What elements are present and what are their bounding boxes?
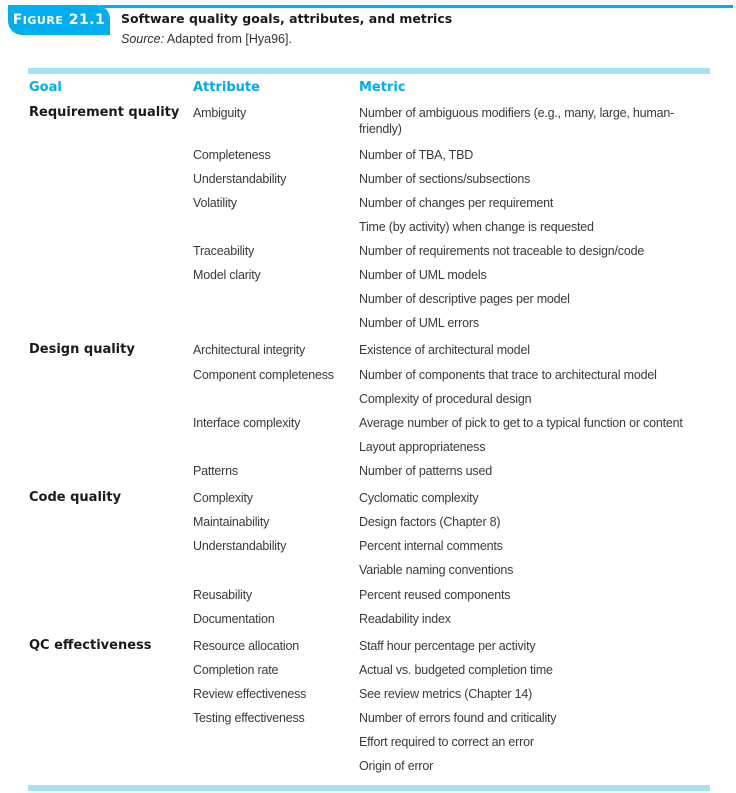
source-text: Adapted from [Hya96]. (164, 32, 292, 46)
attribute-cell: Completeness (193, 148, 271, 162)
figure-title: Software quality goals, attributes, and metrics (121, 11, 453, 26)
metric-cell: Percent internal comments (359, 539, 503, 553)
metric-cell: Cyclomatic complexity (359, 491, 479, 505)
goal-cell: Code quality (29, 490, 122, 505)
metric-cell: Design factors (Chapter 8) (359, 515, 501, 529)
attribute-cell: Understandability (193, 172, 287, 186)
figure-badge (8, 5, 110, 35)
metric-cell: Time (by activity) when change is requested (359, 220, 594, 234)
metric-cell: Existence of architectural model (359, 343, 530, 357)
metric-cell: Number of requirements not traceable to design/code (359, 244, 645, 258)
metric-cell: Number of components that trace to architectural model (359, 368, 657, 382)
source-label: Source: (121, 32, 165, 46)
metric-cell: Complexity of procedural design (359, 392, 532, 406)
attribute-cell: Traceability (193, 244, 255, 258)
figure-label-number: 21.1 (68, 12, 106, 28)
metric-cell: Percent reused components (359, 588, 511, 602)
attribute-cell: Model clarity (193, 268, 261, 282)
metric-cell: Origin of error (359, 759, 434, 773)
metric-cell: See review metrics (Chapter 14) (359, 687, 533, 701)
attribute-cell: Reusability (193, 588, 252, 602)
figure-label-prefix: F (12, 12, 23, 28)
header-goal: Goal (29, 80, 62, 95)
table-top-bar (28, 68, 710, 74)
attribute-cell: Documentation (193, 612, 275, 626)
metric-cell: Number of patterns used (359, 464, 492, 478)
figure-source (121, 32, 292, 46)
metric-cell: Number of UML models (359, 268, 487, 282)
metric-cell: Readability index (359, 612, 451, 626)
metric-cell: Staff hour percentage per activity (359, 639, 536, 653)
metric-cell: Number of sections/subsections (359, 172, 531, 186)
attribute-cell: Testing effectiveness (193, 711, 305, 725)
attribute-cell: Understandability (193, 539, 287, 553)
metric-cell: Number of UML errors (359, 316, 479, 330)
metric-cell: Variable naming conventions (359, 563, 514, 577)
figure-label-smallcaps: IGURE (22, 13, 64, 27)
attribute-cell: Architectural integrity (193, 343, 306, 357)
header-metric: Metric (359, 80, 406, 95)
attribute-cell: Component completeness (193, 368, 334, 382)
attribute-cell: Review effectiveness (193, 687, 307, 701)
metric-cell: Number of changes per requirement (359, 196, 554, 210)
top-rule (100, 5, 733, 8)
metric-cell: Number of TBA, TBD (359, 148, 474, 162)
goal-cell: QC effectiveness (29, 638, 152, 653)
attribute-cell: Complexity (193, 491, 253, 505)
metric-cell: Number of ambiguous modifiers (e.g., many, large, human-friendly) (359, 106, 675, 136)
attribute-cell: Patterns (193, 464, 238, 478)
attribute-cell: Ambiguity (193, 106, 247, 120)
attribute-cell: Completion rate (193, 663, 279, 677)
metric-cell: Number of descriptive pages per model (359, 292, 570, 306)
attribute-cell: Interface complexity (193, 416, 301, 430)
attribute-cell: Resource allocation (193, 639, 299, 653)
metric-cell: Average number of pick to get to a typical function or content (359, 416, 683, 430)
goal-cell: Requirement quality (29, 105, 180, 120)
attribute-cell: Maintainability (193, 515, 270, 529)
table-bottom-bar (28, 785, 710, 791)
attribute-cell: Volatility (193, 196, 237, 210)
header-attribute: Attribute (193, 80, 260, 95)
metric-cell: Layout appropriateness (359, 440, 486, 454)
metric-cell: Number of errors found and criticality (359, 711, 557, 725)
metric-cell: Effort required to correct an error (359, 735, 534, 749)
goal-cell: Design quality (29, 342, 135, 357)
metric-cell: Actual vs. budgeted completion time (359, 663, 553, 677)
